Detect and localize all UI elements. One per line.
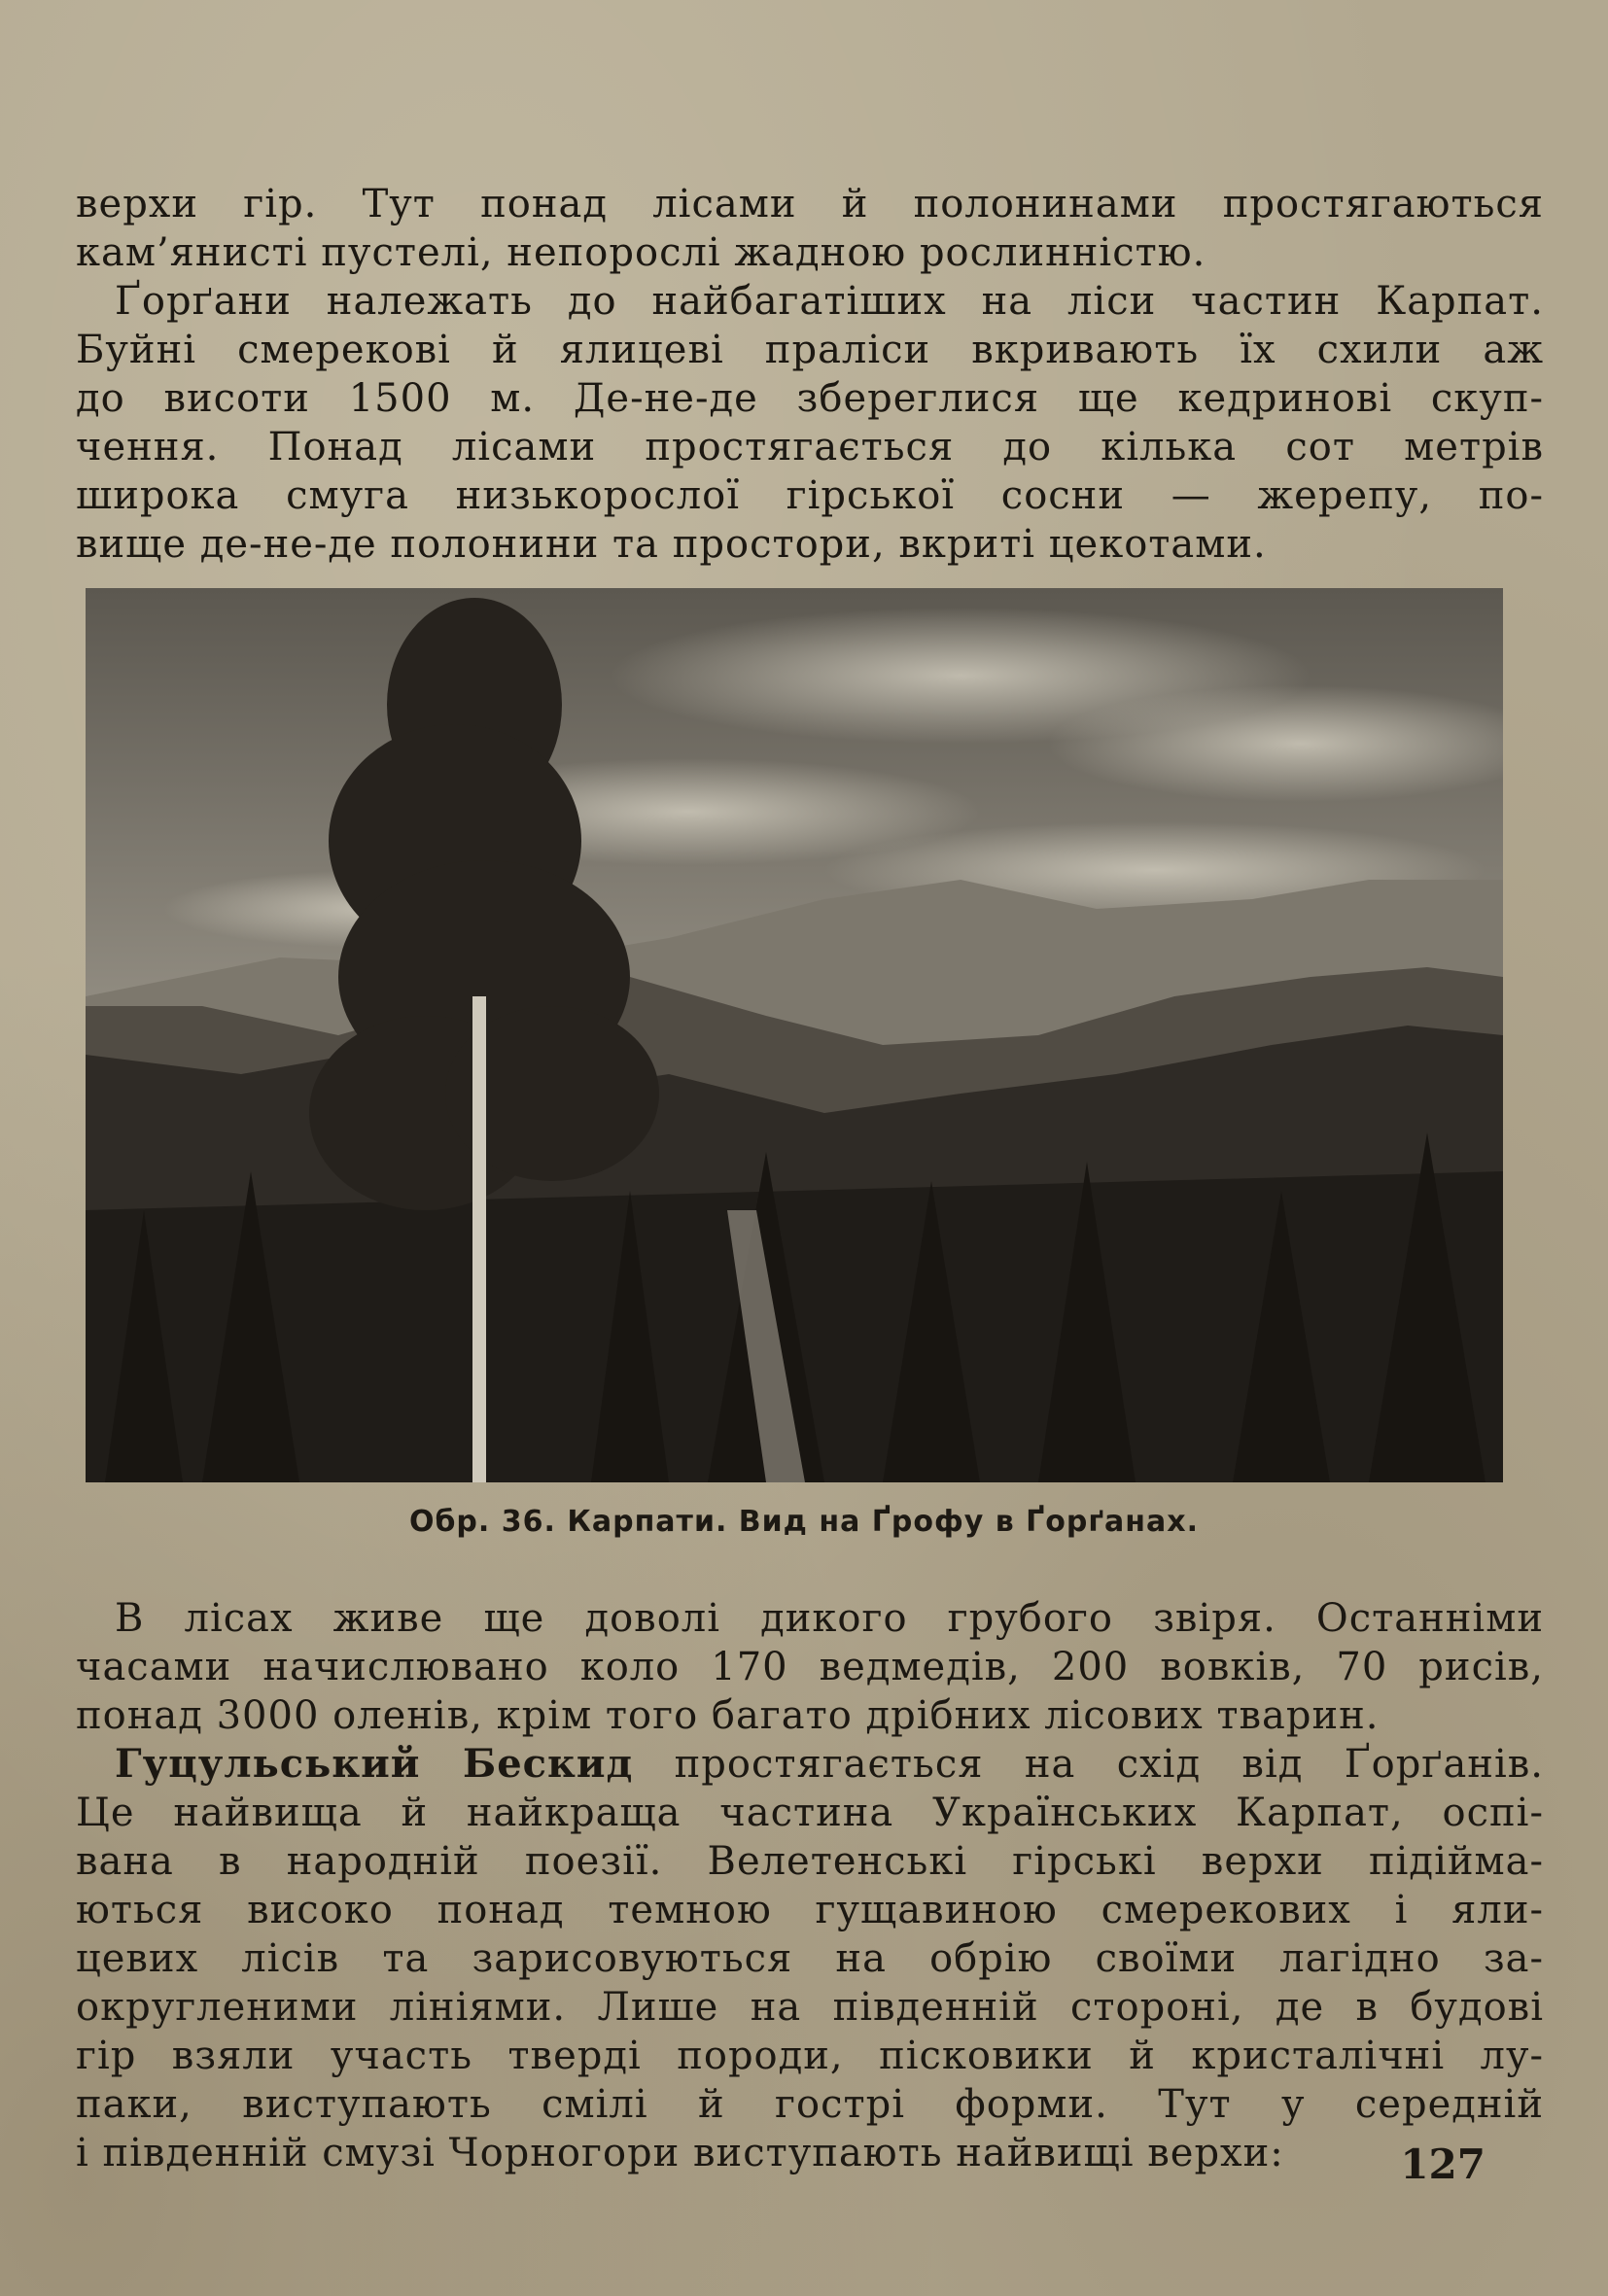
paragraph-beskyd bbox=[76, 1740, 1544, 2177]
text-line: верхи гір. Тут понад лісами й полонинами простягаються bbox=[76, 182, 1544, 226]
text-line: В лісах живе ще доволі дикого грубого звіря. Останніми bbox=[115, 1596, 1544, 1641]
text-line: до висоти 1500 м. Де-не-де збереглися ще кедринові скуп- bbox=[76, 376, 1544, 421]
paragraph-top bbox=[76, 180, 1544, 277]
text-line: понад 3000 оленів, крім того багато дрібних лісових тварин. bbox=[76, 1693, 1380, 1738]
text-line: кам’янисті пустелі, непорослі жадною рослинністю. bbox=[76, 230, 1206, 275]
mountain-photo bbox=[86, 588, 1503, 1482]
text-line: гір взяли участь тверді породи, пісковики й кристалічні лу- bbox=[76, 2034, 1544, 2078]
text-line: вана в народній поезії. Велетенські гірські верхи підійма- bbox=[76, 1839, 1544, 1884]
paragraph-animals bbox=[76, 1594, 1544, 1740]
text-line bbox=[76, 1740, 1544, 1789]
figure-caption: Обр. 36. Карпати. Вид на Ґрофу в Ґорґанах. bbox=[408, 1505, 1200, 1539]
text-line: цевих лісів та зарисовуються на обрію своїми лагідно за- bbox=[76, 1936, 1544, 1981]
text-line: Буйні смерекові й ялицеві праліси вкривають їх схили аж bbox=[76, 328, 1544, 372]
text-line: чення. Понад лісами простягається до кілька сот метрів bbox=[76, 425, 1544, 470]
text-line: і південній смузі Чорногори виступають найвищі верхи: bbox=[76, 2131, 1284, 2175]
text-line: часами начислювано коло 170 ведмедів, 200 вовків, 70 рисів, bbox=[76, 1645, 1544, 1689]
section-heading: Гуцульський Бескид bbox=[115, 1741, 634, 1787]
page-number: 127 bbox=[1400, 2140, 1486, 2188]
text-line: округленими лініями. Лише на південній стороні, де в будові bbox=[76, 1985, 1544, 2030]
text-line: ються високо понад темною гущавиною смерекових і яли- bbox=[76, 1888, 1544, 1932]
text-line: широка смуга низькорослої гірської сосни — жерепу, по- bbox=[76, 473, 1544, 518]
text-line: паки, виступають смілі й гострі форми. Тут у середній bbox=[76, 2082, 1544, 2127]
text-line: Це найвища й найкраща частина Українських Карпат, оспі- bbox=[76, 1791, 1544, 1835]
paragraph-gorgany bbox=[76, 277, 1544, 569]
text-line: вище де-не-де полонини та простори, вкриті цекотами. bbox=[76, 522, 1267, 567]
text-line-rest: простягається на схід від Ґорґанів. bbox=[633, 1742, 1544, 1787]
text-line: Ґорґани належать до найбагатіших на ліси частин Карпат. bbox=[115, 279, 1544, 324]
